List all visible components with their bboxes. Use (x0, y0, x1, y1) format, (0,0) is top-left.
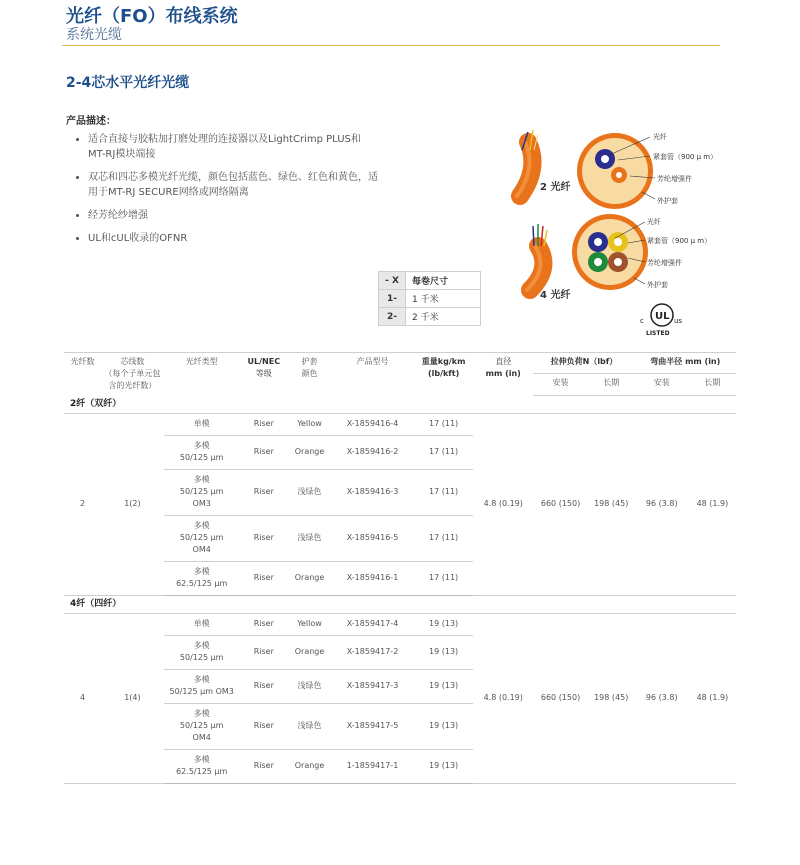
rating-cell: Riser (240, 469, 289, 515)
fiber-type-line: 50/125 μm (179, 721, 224, 730)
jacket-color-cell: Yellow (288, 613, 331, 635)
col-weight: 重量kg/km (lb/kft) (414, 353, 473, 396)
cores-cell: 1(4) (101, 613, 164, 783)
two-fiber-cable-photo (517, 130, 538, 196)
fiber-type-line: 62.5/125 μm (176, 579, 228, 588)
jacket-color-cell: Yellow (288, 413, 331, 435)
page-subtitle: 系统光缆 (66, 27, 122, 43)
jacket-color-cell: Orange (288, 561, 331, 595)
four-fiber-label: 4 光纤 (540, 290, 571, 301)
aramid-callout: 芳纶增强件 (657, 175, 692, 183)
fiber-type-line: 50/125 μm (179, 653, 224, 662)
weight-cell: 17 (11) (414, 561, 473, 595)
col-tensile-long: 长期 (588, 374, 635, 395)
part-number-cell: X-1859416-3 (331, 469, 414, 515)
size-key-header: - X (379, 272, 406, 290)
fiber-type-line: 多模 (193, 475, 210, 484)
jacket-color-cell: Orange (288, 435, 331, 469)
tensile-install-cell: 660 (150) (533, 613, 588, 783)
col-diameter: 直径 mm (in) (473, 353, 533, 396)
weight-cell: 17 (11) (414, 435, 473, 469)
weight-cell: 19 (13) (414, 669, 473, 703)
fiber-type-line: OM4 (192, 545, 211, 554)
fiber-type-line: OM3 (192, 499, 211, 508)
part-number-cell: X-1859417-3 (331, 669, 414, 703)
fiber-type-line: 多模 (193, 755, 210, 764)
fiber-type-cell (164, 635, 240, 669)
fiber-type-line: 多模 (193, 641, 210, 650)
size-key: 1- (379, 290, 406, 308)
two-fiber-label: 2 光纤 (540, 182, 571, 193)
fiber-type-line: 单模 (193, 619, 210, 628)
col-fiber-count: 光纤数 (64, 353, 101, 396)
part-number-cell: X-1859416-2 (331, 435, 414, 469)
bend-long-cell: 48 (1.9) (689, 613, 736, 783)
size-value: 1 千米 (406, 290, 481, 308)
aramid-callout: 芳纶增强件 (647, 259, 682, 267)
jacket-callout: 外护套 (657, 197, 678, 205)
two-fiber-cross-section (577, 133, 655, 209)
spec-table-body (64, 395, 736, 783)
fiber-callout: 光纤 (647, 218, 661, 226)
fiber-type-line: 多模 (193, 567, 210, 576)
weight-cell: 17 (11) (414, 469, 473, 515)
rating-cell: Riser (240, 435, 289, 469)
jacket-color-cell: 浅绿色 (288, 669, 331, 703)
weight-cell: 19 (13) (414, 703, 473, 749)
tight-buffer-callout: 紧套管（900 μ m） (653, 153, 718, 161)
rating-cell: Riser (240, 635, 289, 669)
bend-install-cell: 96 (3.8) (635, 613, 689, 783)
group-header-row (64, 395, 736, 413)
section-title: 2-4芯水平光纤光缆 (66, 75, 190, 91)
col-bend: 弯曲半径 mm (in) (635, 353, 736, 374)
jacket-color-cell: 浅绿色 (288, 515, 331, 561)
col-cores: 芯线数 （每个子单元包 含的光纤数） (101, 353, 164, 396)
fiber-type-cell (164, 749, 240, 783)
page-title: 光纤（FO）布线系统 (66, 6, 238, 27)
ul-c-mark: c (640, 317, 644, 325)
size-value: 2 千米 (406, 308, 481, 326)
part-number-cell: X-1859416-5 (331, 515, 414, 561)
col-tensile-install: 安装 (533, 374, 588, 395)
group-header-row (64, 595, 736, 613)
spec-table (64, 352, 736, 784)
fiber-type-line: 50/125 μm OM3 (169, 687, 234, 696)
rating-cell: Riser (240, 613, 289, 635)
fiber-type-cell (164, 469, 240, 515)
jacket-color-cell: 浅绿色 (288, 469, 331, 515)
fiber-count-cell: 2 (64, 413, 101, 595)
rating-cell: Riser (240, 669, 289, 703)
description-item: • 双芯和四芯多模光纤光缆，颜色包括蓝色、绿色、红色和黄色，适用于MT-RJ SECURE网络或网络隔离 (88, 170, 378, 200)
rating-cell: Riser (240, 561, 289, 595)
weight-cell: 19 (13) (414, 635, 473, 669)
size-value-header: 每卷尺寸 (406, 272, 481, 290)
col-part: 产品型号 (331, 353, 414, 396)
jacket-color-cell: Orange (288, 635, 331, 669)
description-item: • 适合直接与胶粘加打磨处理的连接器以及LightCrimp PLUS和MT-RJ模块端接 (88, 132, 378, 162)
description-item: • 经芳纶纱增强 (88, 208, 378, 223)
part-number-cell: X-1859417-2 (331, 635, 414, 669)
table-row (64, 613, 736, 635)
fiber-type-cell (164, 561, 240, 595)
fiber-callout: 光纤 (653, 133, 667, 141)
table-row (64, 413, 736, 435)
jacket-color-cell: 浅绿色 (288, 703, 331, 749)
weight-cell: 19 (13) (414, 613, 473, 635)
description-item: • UL和cUL收录的OFNR (88, 231, 378, 246)
tight-buffer-callout: 紧套管（900 μ m） (647, 237, 712, 245)
fiber-type-line: 多模 (193, 675, 210, 684)
part-number-cell: X-1859416-4 (331, 413, 414, 435)
fiber-type-line: 50/125 μm (179, 533, 224, 542)
jacket-callout: 外护套 (647, 281, 668, 289)
weight-cell: 19 (13) (414, 749, 473, 783)
fiber-type-line: 多模 (193, 709, 210, 718)
fiber-count-cell: 4 (64, 613, 101, 783)
col-ulnec: UL/NEC 等级 (240, 353, 289, 396)
cores-cell: 1(2) (101, 413, 164, 595)
fiber-type-line: 多模 (193, 441, 210, 450)
weight-cell: 17 (11) (414, 515, 473, 561)
diameter-cell: 4.8 (0.19) (473, 613, 533, 783)
group-label: 4纤（四纤） (64, 595, 736, 613)
weight-cell: 17 (11) (414, 413, 473, 435)
four-fiber-cable-photo (527, 224, 547, 290)
bend-install-cell: 96 (3.8) (635, 413, 689, 595)
diameter-cell: 4.8 (0.19) (473, 413, 533, 595)
part-number-cell: X-1859417-5 (331, 703, 414, 749)
fiber-type-line: 50/125 μm (179, 453, 224, 462)
ul-listed-text: LISTED (646, 330, 670, 337)
fiber-type-cell (164, 413, 240, 435)
part-number-cell: 1-1859417-1 (331, 749, 414, 783)
tensile-install-cell: 660 (150) (533, 413, 588, 595)
fiber-type-line: OM4 (192, 733, 211, 742)
ul-listed-logo (640, 299, 686, 329)
col-fiber-type: 光纤类型 (164, 353, 240, 396)
description-heading: 产品描述： (66, 116, 116, 127)
fiber-type-cell (164, 613, 240, 635)
fiber-type-cell (164, 515, 240, 561)
fiber-type-cell (164, 669, 240, 703)
col-bend-install: 安装 (635, 374, 689, 395)
fiber-type-line: 62.5/125 μm (176, 767, 228, 776)
col-jacket: 护套 颜色 (288, 353, 331, 396)
tensile-long-cell: 198 (45) (588, 613, 635, 783)
rating-cell: Riser (240, 413, 289, 435)
fiber-type-cell (164, 435, 240, 469)
rating-cell: Riser (240, 515, 289, 561)
ul-us-mark: us (674, 317, 683, 325)
group-label: 2纤（双纤） (64, 395, 736, 413)
part-number-cell: X-1859417-4 (331, 613, 414, 635)
part-number-cell: X-1859416-1 (331, 561, 414, 595)
fiber-type-line: 50/125 μm (179, 487, 224, 496)
col-bend-long: 长期 (689, 374, 736, 395)
size-key: 2- (379, 308, 406, 326)
fiber-type-line: 多模 (193, 521, 210, 530)
ul-mark: UL (655, 311, 670, 322)
fiber-type-cell (164, 703, 240, 749)
jacket-color-cell: Orange (288, 749, 331, 783)
col-tensile: 拉伸负荷N（lbf） (533, 353, 634, 374)
bend-long-cell: 48 (1.9) (689, 413, 736, 595)
fiber-type-line: 单模 (193, 419, 210, 428)
rating-cell: Riser (240, 749, 289, 783)
rating-cell: Riser (240, 703, 289, 749)
tensile-long-cell: 198 (45) (588, 413, 635, 595)
four-fiber-cross-section (572, 214, 648, 290)
